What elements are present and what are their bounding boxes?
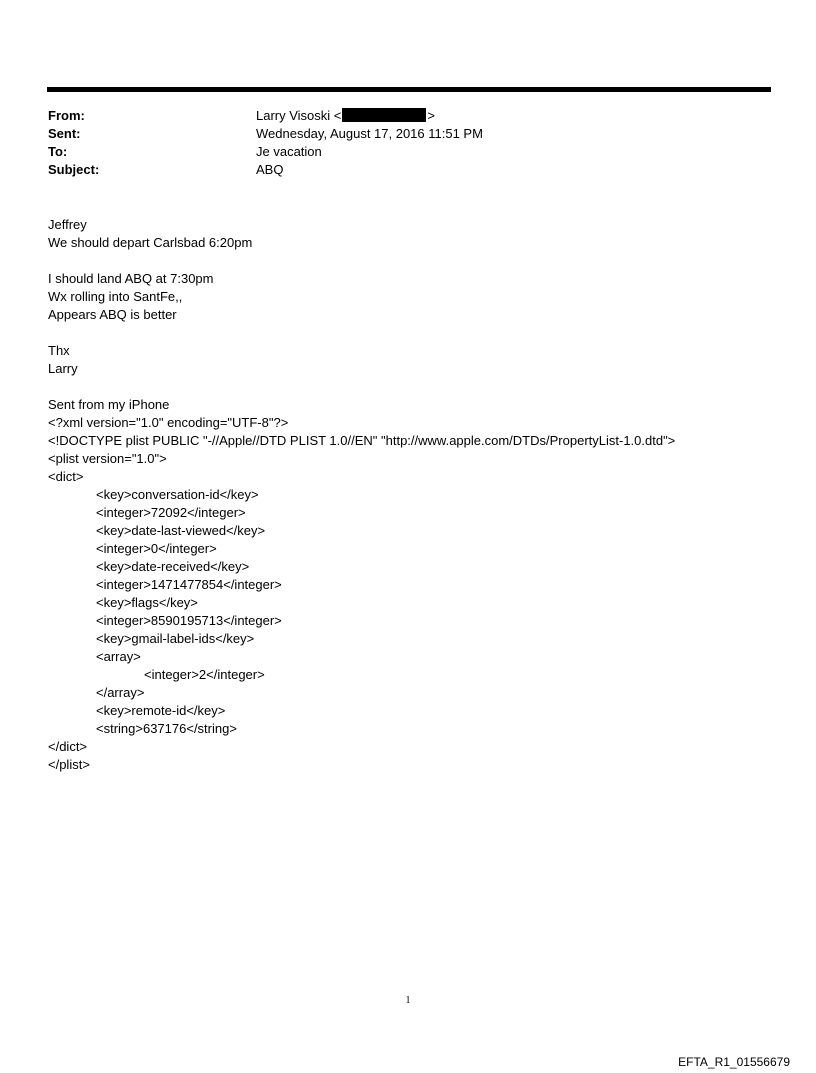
plist-line: <key>flags</key>	[96, 595, 198, 610]
plist-line: <key>gmail-label-ids</key>	[96, 631, 255, 646]
plist-line: <array>	[96, 649, 141, 664]
page-number: 1	[405, 995, 411, 1006]
plist-line: <key>conversation-id</key>	[96, 487, 259, 502]
plist-line: <key>date-last-viewed</key>	[96, 523, 266, 538]
plist-line: <dict>	[48, 469, 84, 484]
spacer	[48, 252, 788, 270]
footer-document-id: EFTA_R1_01556679	[678, 1055, 790, 1069]
spacer	[48, 378, 788, 396]
subject-label: Subject:	[48, 162, 100, 177]
to-value: Je vacation	[256, 144, 322, 159]
from-close: >	[427, 108, 435, 123]
subject-value: ABQ	[256, 162, 284, 177]
plist-line: <integer>8590195713</integer>	[96, 613, 282, 628]
plist-line: <integer>72092</integer>	[96, 505, 246, 520]
sent-label: Sent:	[48, 126, 81, 141]
sent-row	[48, 125, 768, 143]
body-line: Appears ABQ is better	[48, 307, 177, 322]
redaction-box	[342, 108, 426, 122]
from-value	[256, 107, 768, 125]
plist-line: <?xml version="1.0" encoding="UTF-8"?>	[48, 415, 289, 430]
sent-value: Wednesday, August 17, 2016 11:51 PM	[256, 126, 483, 141]
email-header	[48, 107, 768, 179]
plist-line: <integer>0</integer>	[96, 541, 217, 556]
body-greeting: Jeffrey	[48, 217, 87, 232]
body-signoff: Thx	[48, 343, 70, 358]
body-line: Wx rolling into SantFe,,	[48, 289, 183, 304]
subject-row	[48, 161, 768, 179]
to-label: To:	[48, 144, 68, 159]
top-rule	[47, 87, 771, 92]
from-name: Larry Visoski <	[256, 108, 342, 123]
plist-line: <integer>2</integer>	[144, 667, 265, 682]
from-row	[48, 107, 768, 125]
plist-line: </dict>	[48, 739, 88, 754]
plist-line: <string>637176</string>	[96, 721, 237, 736]
from-label: From:	[48, 108, 85, 123]
plist-line: <integer>1471477854</integer>	[96, 577, 282, 592]
plist-line: </plist>	[48, 757, 90, 772]
spacer	[48, 324, 788, 342]
plist-line: <key>date-received</key>	[96, 559, 250, 574]
body-signature: Larry	[48, 361, 78, 376]
plist-line: <plist version="1.0">	[48, 451, 167, 466]
body-sent-from: Sent from my iPhone	[48, 397, 170, 412]
plist-line: <!DOCTYPE plist PUBLIC "-//Apple//DTD PLIST 1.0//EN" "http://www.apple.com/DTDs/PropertyList-1.0.dtd">	[48, 433, 676, 448]
plist-line: <key>remote-id</key>	[96, 703, 226, 718]
to-row	[48, 143, 768, 161]
plist-line: </array>	[96, 685, 145, 700]
email-body	[48, 216, 788, 774]
body-line: I should land ABQ at 7:30pm	[48, 271, 214, 286]
body-line: We should depart Carlsbad 6:20pm	[48, 235, 253, 250]
